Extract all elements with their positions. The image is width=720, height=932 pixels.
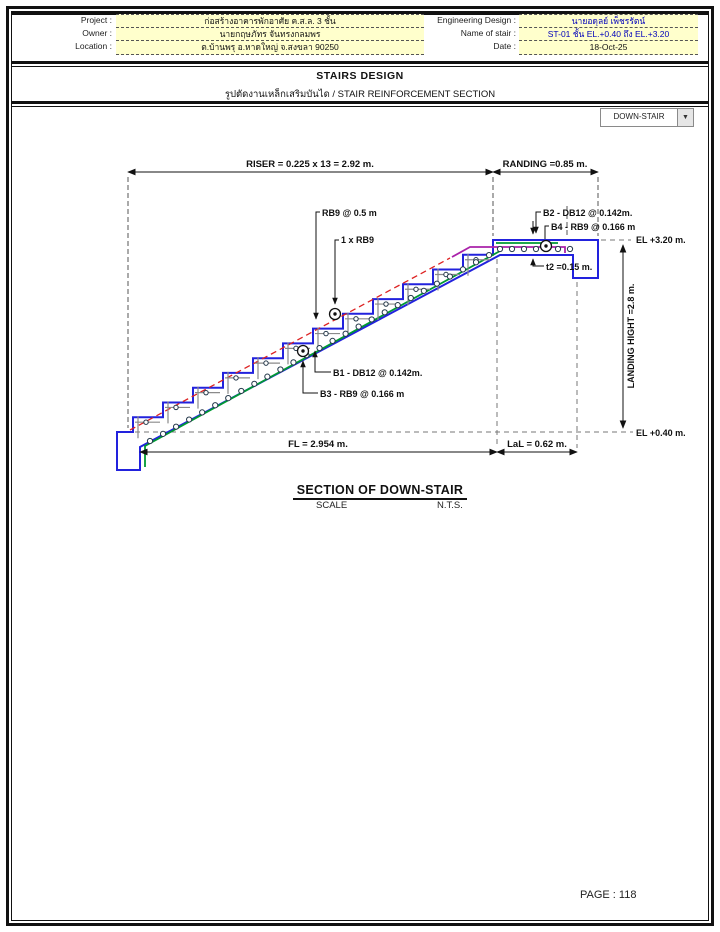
randing-dimension <box>493 159 598 172</box>
location-label: Location : <box>75 41 112 51</box>
rebar-circle <box>486 253 491 258</box>
owner-value[interactable]: นายกฤษภัทร จันทรงกลมพร <box>116 27 424 42</box>
annotation-1xrb9 <box>335 235 374 304</box>
rebar-circle <box>395 303 400 308</box>
rebar-circle <box>473 260 478 265</box>
name-of-stair-value[interactable]: ST-01 ชั้น EL.+0.40 ถึง EL.+3.20 <box>519 27 698 42</box>
rebar-circle <box>509 246 514 251</box>
rebar-circle <box>330 338 335 343</box>
date-value[interactable]: 18-Oct-25 <box>519 40 698 55</box>
rebar-circle <box>239 388 244 393</box>
bottom-mesh-line <box>145 243 558 467</box>
svg-text:EL +3.20 m.: EL +3.20 m. <box>636 235 686 245</box>
section-caption <box>240 481 520 500</box>
annotation-b4 <box>545 222 635 239</box>
bar-symbol-1xrb9 <box>330 309 341 320</box>
rebar-circle <box>408 295 413 300</box>
page-number: PAGE : 118 <box>580 889 637 901</box>
rebar-circle <box>174 405 178 409</box>
svg-text:RISER = 0.225 x 13 = 2.92 m.: RISER = 0.225 x 13 = 2.92 m. <box>246 159 374 170</box>
rebar-circle <box>264 361 268 365</box>
rebar-circle <box>234 376 238 380</box>
fl-dimension <box>140 439 497 452</box>
annotation-rb9-05 <box>316 208 377 319</box>
lal-dimension <box>497 439 577 452</box>
rebar-circle <box>555 246 560 251</box>
rebar-circle <box>265 374 270 379</box>
svg-text:B4 - RB9 @ 0.166 m: B4 - RB9 @ 0.166 m <box>551 222 636 232</box>
rebar-circle <box>187 417 192 422</box>
riser-dimension <box>128 159 493 172</box>
project-value[interactable]: ก่อสร้างอาคารพักอาศัย ค.ส.ล. 3 ชั้น <box>116 14 424 29</box>
location-value[interactable]: ต.บ้านพรุ อ.หาดใหญ่ จ.สงขลา 90250 <box>116 40 424 55</box>
rebar-circle <box>317 345 322 350</box>
rebar-circle <box>200 410 205 415</box>
rebar-circle <box>226 396 231 401</box>
bar-symbol-b4 <box>541 241 552 252</box>
dropdown-arrow-icon[interactable]: ▼ <box>677 109 693 126</box>
rebar-circle <box>356 324 361 329</box>
rebar-circle <box>324 331 328 335</box>
rebar-circle <box>173 424 178 429</box>
annotation-b3 <box>303 361 404 399</box>
engineering-design-value[interactable]: นายอดุลย์ เพ็ชรรัตน์ <box>519 14 698 29</box>
engineering-design-label: Engineering Design : <box>437 15 516 25</box>
section-title: SECTION OF DOWN-STAIR <box>293 483 467 500</box>
stair-type-dropdown-value[interactable]: DOWN-STAIR <box>613 112 665 121</box>
rebar-circle <box>421 288 426 293</box>
svg-text:EL +0.40 m.: EL +0.40 m. <box>636 428 686 438</box>
svg-text:LaL = 0.62 m.: LaL = 0.62 m. <box>507 439 567 450</box>
rebar-circle <box>521 246 526 251</box>
bar-symbol-b1 <box>298 346 309 357</box>
svg-text:1 x RB9: 1 x RB9 <box>341 235 375 245</box>
rebar-circle <box>147 438 152 443</box>
rebar-circle <box>434 281 439 286</box>
rebar-circle <box>354 317 358 321</box>
owner-label: Owner : <box>82 28 112 38</box>
rebar-circle <box>278 367 283 372</box>
rebar-circle <box>567 246 572 251</box>
svg-text:t2 =0.15 m.: t2 =0.15 m. <box>546 262 593 272</box>
landing-height-dimension <box>623 235 686 438</box>
rebar-circle <box>414 287 418 291</box>
project-label: Project : <box>80 15 112 25</box>
date-label: Date : <box>493 41 516 51</box>
rebar-circle <box>160 431 165 436</box>
svg-text:RB9 @ 0.5 m: RB9 @ 0.5 m <box>322 208 377 218</box>
svg-text:LANDING HIGHT =2.8 m.: LANDING HIGHT =2.8 m. <box>626 283 636 389</box>
page-subtitle: รูปตัดงานเหล็กเสริมบันได / STAIR REINFORCEMENT SECTION <box>224 89 496 100</box>
step-temp-bar <box>135 416 160 438</box>
rebar-circle <box>382 310 387 315</box>
rebar-circle <box>460 267 465 272</box>
scale-label: SCALE <box>316 500 348 511</box>
stair-concrete-outline <box>117 240 598 470</box>
svg-text:B3 - RB9 @ 0.166 m: B3 - RB9 @ 0.166 m <box>320 389 405 399</box>
annotation-b1 <box>315 351 422 378</box>
svg-text:RANDING =0.85 m.: RANDING =0.85 m. <box>502 159 588 170</box>
rebar-circle <box>343 331 348 336</box>
scale-value: N.T.S. <box>437 500 463 511</box>
rebar-circle <box>447 274 452 279</box>
name-of-stair-label: Name of stair : <box>460 28 516 38</box>
rebar-circle <box>497 246 502 251</box>
rebar-circle <box>533 246 538 251</box>
svg-text:B1 - DB12 @ 0.142m.: B1 - DB12 @ 0.142m. <box>333 368 423 378</box>
page-title: STAIRS DESIGN <box>316 70 404 82</box>
rebar-circle <box>252 381 257 386</box>
rebar-layer <box>135 246 573 443</box>
svg-text:B2 - DB12 @ 0.142m.: B2 - DB12 @ 0.142m. <box>543 208 633 218</box>
rebar-circle <box>204 390 208 394</box>
rebar-circle <box>384 302 388 306</box>
rebar-circle <box>291 360 296 365</box>
svg-text:FL = 2.954 m.: FL = 2.954 m. <box>288 439 348 450</box>
rebar-circle <box>144 420 148 424</box>
rebar-circle <box>213 403 218 408</box>
rebar-circle <box>369 317 374 322</box>
